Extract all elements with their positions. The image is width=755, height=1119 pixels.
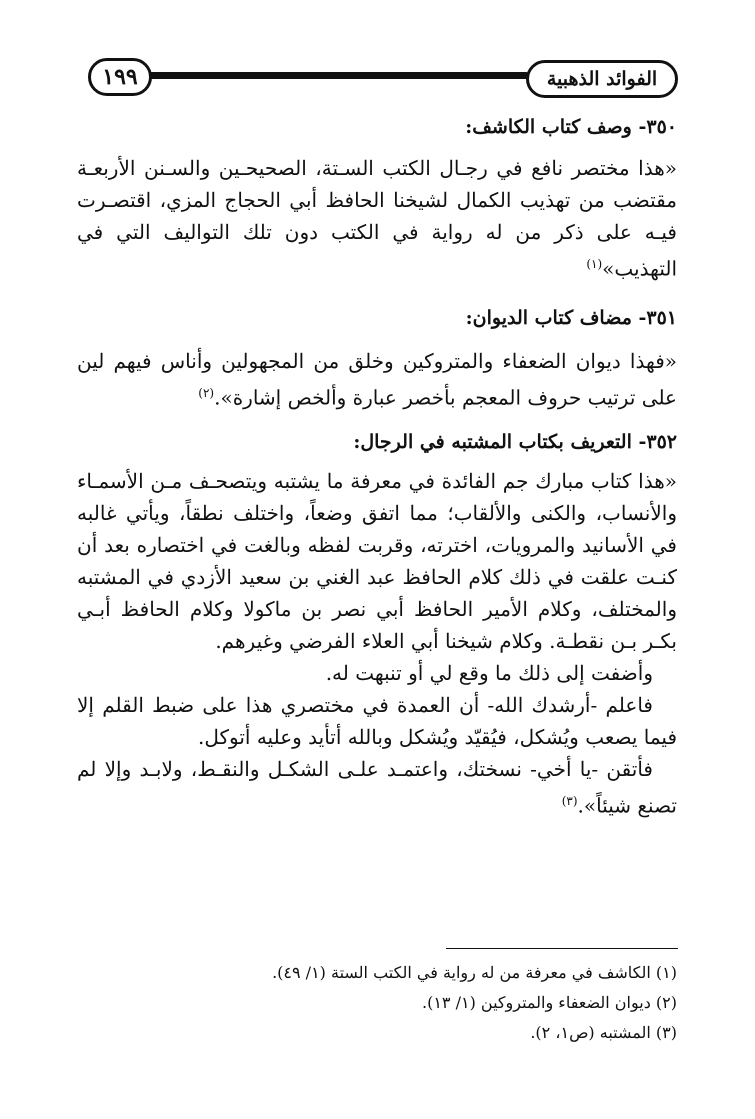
note-reference: (١)	[586, 257, 603, 271]
paragraph: فاعلم -أرشدك الله- أن العمدة في مختصري هذا على ضبط القلم إلا فيما يصعب ويُشكل، فيُقيّد ويُشكل وبالله أتأيد وعليه أتوكل.	[77, 693, 677, 750]
paragraph: «فهذا ديوان الضعفاء والمتروكين وخلق من المجهولين وأناس فيهم لين على ترتيب حروف المعجم بأخصر عبارة وألخص إشارة».$^{(٢)}$	[77, 348, 677, 410]
paragraph: فأتقن -يا أخي- نسختك، واعتمـد علـى الشكـل والنقـط، ولابـد وإلا لم تصنع شيئاً».$^{(٣)}$	[77, 757, 677, 818]
paragraph: «هذا كتاب مبارك جم الفائدة في معرفة ما يشتبه ويتصحـف مـن الأسمـاء والأنساب، والكنى والألقاب؛ مما اتفق وضعاً، واختلف نطقاً، ويأتي غالبه في الأسانيد والمرويات، اخترته، وقربت لفظه وبالغت في اختصاره بعد أن كنـت علقت في ذلك كلام الحافظ عبد الغني بن سعيد الأزدي في المشتبه والمختلف، وكلام الأمير الحافظ أبي نصر بن ماكولا وكلام الحافظ أبـي بكـر بـن نقطـة. وكلام شيخنا أبي العلاء الفرضي وغيرهم.	[77, 469, 677, 654]
section-heading: ٣٥٢- التعريف بكتاب المشتبه في الرجال:	[353, 431, 677, 454]
header-rule	[146, 72, 528, 79]
paragraph: «هذا مختصر نافع في رجـال الكتب السـتة، الصحيحـين والسـنن الأربعـة مقتضب من تهذيب الكمال لشيخنا الحافظ أبي الحجاج المزي، اقتصـرت فيـه على ذكر من له رواية في الكتب دون تلك التواليف التي في التهذيب»$^{(١)}$	[77, 156, 677, 281]
footnotes	[77, 958, 677, 1048]
footnote: (٣) المشتبه (ص١، ٢).	[530, 1023, 677, 1042]
note-reference: (٢)	[198, 385, 215, 400]
page-body	[77, 112, 677, 822]
footnote: (١) الكاشف في معرفة من له رواية في الكتب الستة (١/ ٤٩).	[272, 963, 677, 982]
section-heading: ٣٥١- مضاف كتاب الديوان:	[465, 306, 677, 329]
section-heading: ٣٥٠- وصف كتاب الكاشف:	[465, 116, 677, 138]
page-number: ١٩٩	[88, 58, 152, 96]
running-title: الفوائد الذهبية	[526, 60, 678, 98]
note-reference: (٣)	[561, 794, 578, 809]
footnote: (٢) ديوان الضعفاء والمتروكين (١/ ١٣).	[421, 993, 677, 1012]
paragraph: وأضفت إلى ذلك ما وقع لي أو تنبهت له.	[325, 661, 653, 686]
page-header	[88, 58, 678, 102]
footnote-separator	[446, 948, 678, 949]
